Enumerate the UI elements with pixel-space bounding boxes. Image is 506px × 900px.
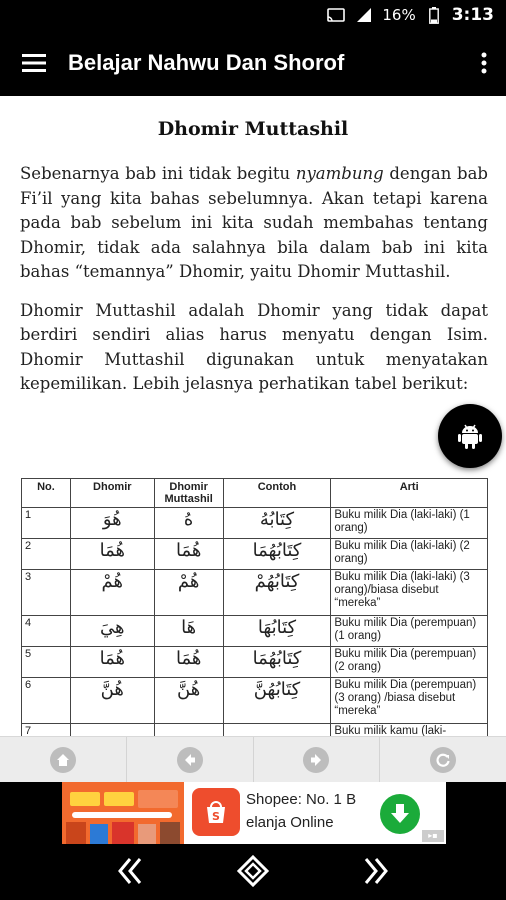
- col-dhomir: Dhomir: [70, 479, 154, 508]
- table-row: 2 هُمَا هُمَا كِتَابُهُمَا Buku milik Dia (laki-laki) (2 orang): [22, 539, 488, 570]
- table-row: 4 هِيَ هَا كِتَابُهَا Buku milik Dia (perempuan) (1 orang): [22, 616, 488, 647]
- clock: 3:13: [451, 5, 494, 25]
- android-icon: [458, 423, 482, 449]
- table-row: 3 هُمْ هُمْ كِتَابُهُمْ Buku milik Dia (laki-laki) (3 orang)/biasa disebut “mereka”: [22, 570, 488, 616]
- ad-line-1: Shopee: No. 1 B: [246, 791, 357, 808]
- ad-banner[interactable]: [0, 782, 506, 846]
- app-bar: [0, 30, 506, 96]
- shopee-logo-icon[interactable]: [192, 788, 240, 836]
- system-nav-bar: [0, 846, 506, 900]
- download-button[interactable]: [380, 794, 420, 834]
- paragraph-intro: Sebenarnya bab ini tidak begitu nyambung dengan bab Fi’il yang kita bahas sebelumnya. Akan tetapi karena pada bab sebelum ini kita sudah membahas tentang Dhomir, tidak ada salahnya bila dalam bab ini kita bahas “temannya” Dhomir, yaitu Dhomir Muttashil.: [20, 164, 488, 281]
- article-heading: Dhomir Muttashil: [157, 118, 349, 140]
- status-bar: [0, 0, 506, 30]
- nav-back-button[interactable]: [116, 856, 144, 890]
- dhomir-table: [21, 478, 488, 736]
- ad-choices-icon[interactable]: ▸▪: [422, 830, 444, 842]
- download-arrow-icon: [389, 802, 411, 826]
- article-content[interactable]: [0, 96, 506, 736]
- cast-icon: [326, 7, 346, 23]
- battery-percent: 16%: [382, 6, 416, 24]
- more-vert-icon: [481, 52, 487, 74]
- hamburger-icon: [22, 54, 46, 72]
- bottom-toolbar: [0, 736, 506, 782]
- nav-home-button[interactable]: [237, 855, 269, 891]
- col-no: No.: [22, 479, 71, 508]
- nav-recents-button[interactable]: [362, 856, 390, 890]
- diamond-home-icon: [237, 855, 269, 887]
- app-title: Belajar Nahwu Dan Shorof: [68, 50, 345, 75]
- home-button[interactable]: [0, 737, 127, 782]
- double-chevron-left-icon: [116, 856, 144, 886]
- overflow-menu-button[interactable]: [462, 30, 506, 96]
- ad-content[interactable]: [62, 782, 446, 844]
- refresh-icon: [430, 747, 456, 773]
- col-dhomir-muttashil: Dhomir Muttashil: [154, 479, 223, 508]
- menu-button[interactable]: [0, 30, 68, 96]
- table-row: 1 هُوَ هُ كِتَابُهُ Buku milik Dia (laki-laki) (1 orang): [22, 508, 488, 539]
- signal-icon: [354, 7, 374, 23]
- home-icon: [50, 747, 76, 773]
- refresh-button[interactable]: [380, 737, 506, 782]
- paragraph-definition: Dhomir Muttashil adalah Dhomir yang tidak dapat berdiri sendiri alias harus menyatu dengan Isim. Dhomir Muttashil digunakan untuk menyatakan kepemilikan. Lebih jelasnya perhatikan tabel berikut:: [20, 300, 488, 393]
- battery-icon: [424, 7, 444, 23]
- ad-promo-image[interactable]: [62, 782, 184, 844]
- back-button[interactable]: [127, 737, 254, 782]
- arrow-left-icon: [177, 747, 203, 773]
- table-row: 5 هُمَا هُمَا كِتَابُهُمَا Buku milik Dia (perempuan) (2 orang): [22, 647, 488, 678]
- table-header-row: [22, 479, 488, 508]
- android-fab-button[interactable]: [438, 404, 502, 468]
- forward-button[interactable]: [254, 737, 381, 782]
- double-chevron-right-icon: [362, 856, 390, 886]
- col-contoh: Contoh: [223, 479, 331, 508]
- table-row: 7 Buku milik kamu (laki-: [22, 724, 488, 737]
- ad-line-2: elanja Online: [246, 814, 334, 831]
- ad-text[interactable]: [246, 788, 374, 834]
- table-row: 6 هُنَّ هُنَّ كِتَابُهُنَّ Buku milik Dia (perempuan) (3 orang) /biasa disebut “mereka”: [22, 678, 488, 724]
- svg-text:S: S: [212, 810, 220, 823]
- arrow-right-icon: [303, 747, 329, 773]
- col-arti: Arti: [331, 479, 488, 508]
